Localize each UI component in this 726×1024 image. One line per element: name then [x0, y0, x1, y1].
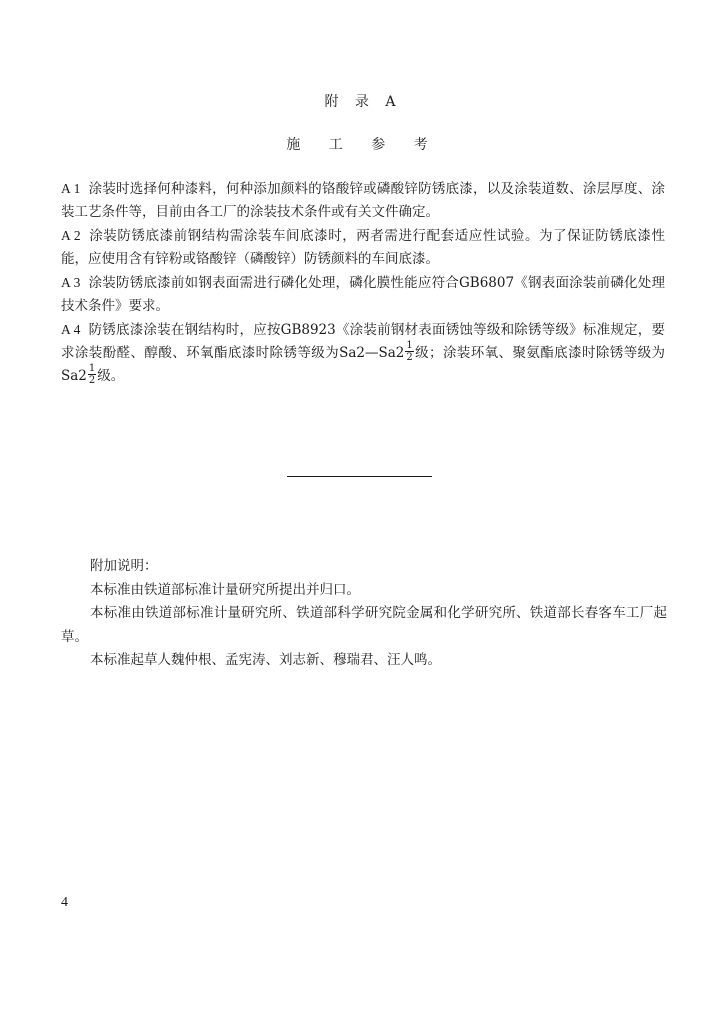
clause-a1	[61, 177, 665, 224]
clause-text: 涂装防锈底漆前如钢表面需进行磷化处理，磷化膜性能应符合GB6807《钢表面涂装前磷化处理技术条件》要求。	[61, 275, 665, 314]
fraction-half	[405, 340, 413, 363]
clause-a3	[61, 271, 665, 318]
fraction-half	[88, 363, 96, 386]
clause-text: 级；涂装环氧、聚氨酯底漆时除锈等级为Sa2	[61, 345, 666, 384]
clause-text: 涂装时选择何种漆料，何种添加颜料的铬酸锌或磷酸锌防锈底漆，以及涂装道数、涂层厚度、涂装工艺条件等，目前由各工厂的涂装技术条件或有关文件确定。	[61, 181, 665, 220]
clause-text: 涂装防锈底漆前钢结构需涂装车间底漆时，两者需进行配套适应性试验。为了保证防锈底漆性能，应使用含有锌粉或铬酸锌（磷酸锌）防锈颜料的车间底漆。	[61, 228, 665, 267]
appendix-title: 附 录 A	[324, 94, 402, 110]
clause-a2	[61, 224, 665, 271]
clause-text: 防锈底漆涂装在钢结构时，应按GB8923《涂装前钢材表面锈蚀等级和除锈等级》标准规定，要求涂装酚醛、醇酸、环氧酯底漆时除锈等级为Sa2—Sa2	[61, 322, 665, 361]
notes-heading: 附加说明：	[90, 558, 158, 574]
clause-a4	[61, 318, 665, 388]
clause-number: A 4	[61, 322, 81, 337]
clause-number: A 1	[61, 181, 81, 196]
clause-text: 级。	[97, 368, 125, 384]
page-number: 4	[61, 895, 68, 910]
clause-list	[61, 177, 665, 388]
fraction-numerator: 1	[406, 340, 413, 351]
section-title: 施 工 参 考	[286, 137, 440, 153]
clause-number: A 3	[61, 275, 81, 290]
additional-notes	[61, 555, 667, 673]
clause-number: A 2	[61, 228, 81, 243]
section-divider	[287, 476, 432, 477]
fraction-denominator: 2	[88, 375, 96, 386]
fraction-numerator: 1	[88, 363, 96, 374]
fraction-denominator: 2	[406, 352, 413, 363]
notes-line: 本标准起草人魏仲根、孟宪涛、刘志新、穆瑞君、汪人鸣。	[90, 652, 441, 668]
notes-line: 本标准由铁道部标准计量研究所提出并归口。	[90, 581, 360, 598]
notes-line: 本标准由铁道部标准计量研究所、铁道部科学研究院金属和化学研究所、铁道部长春客车工厂起草。	[61, 605, 667, 645]
